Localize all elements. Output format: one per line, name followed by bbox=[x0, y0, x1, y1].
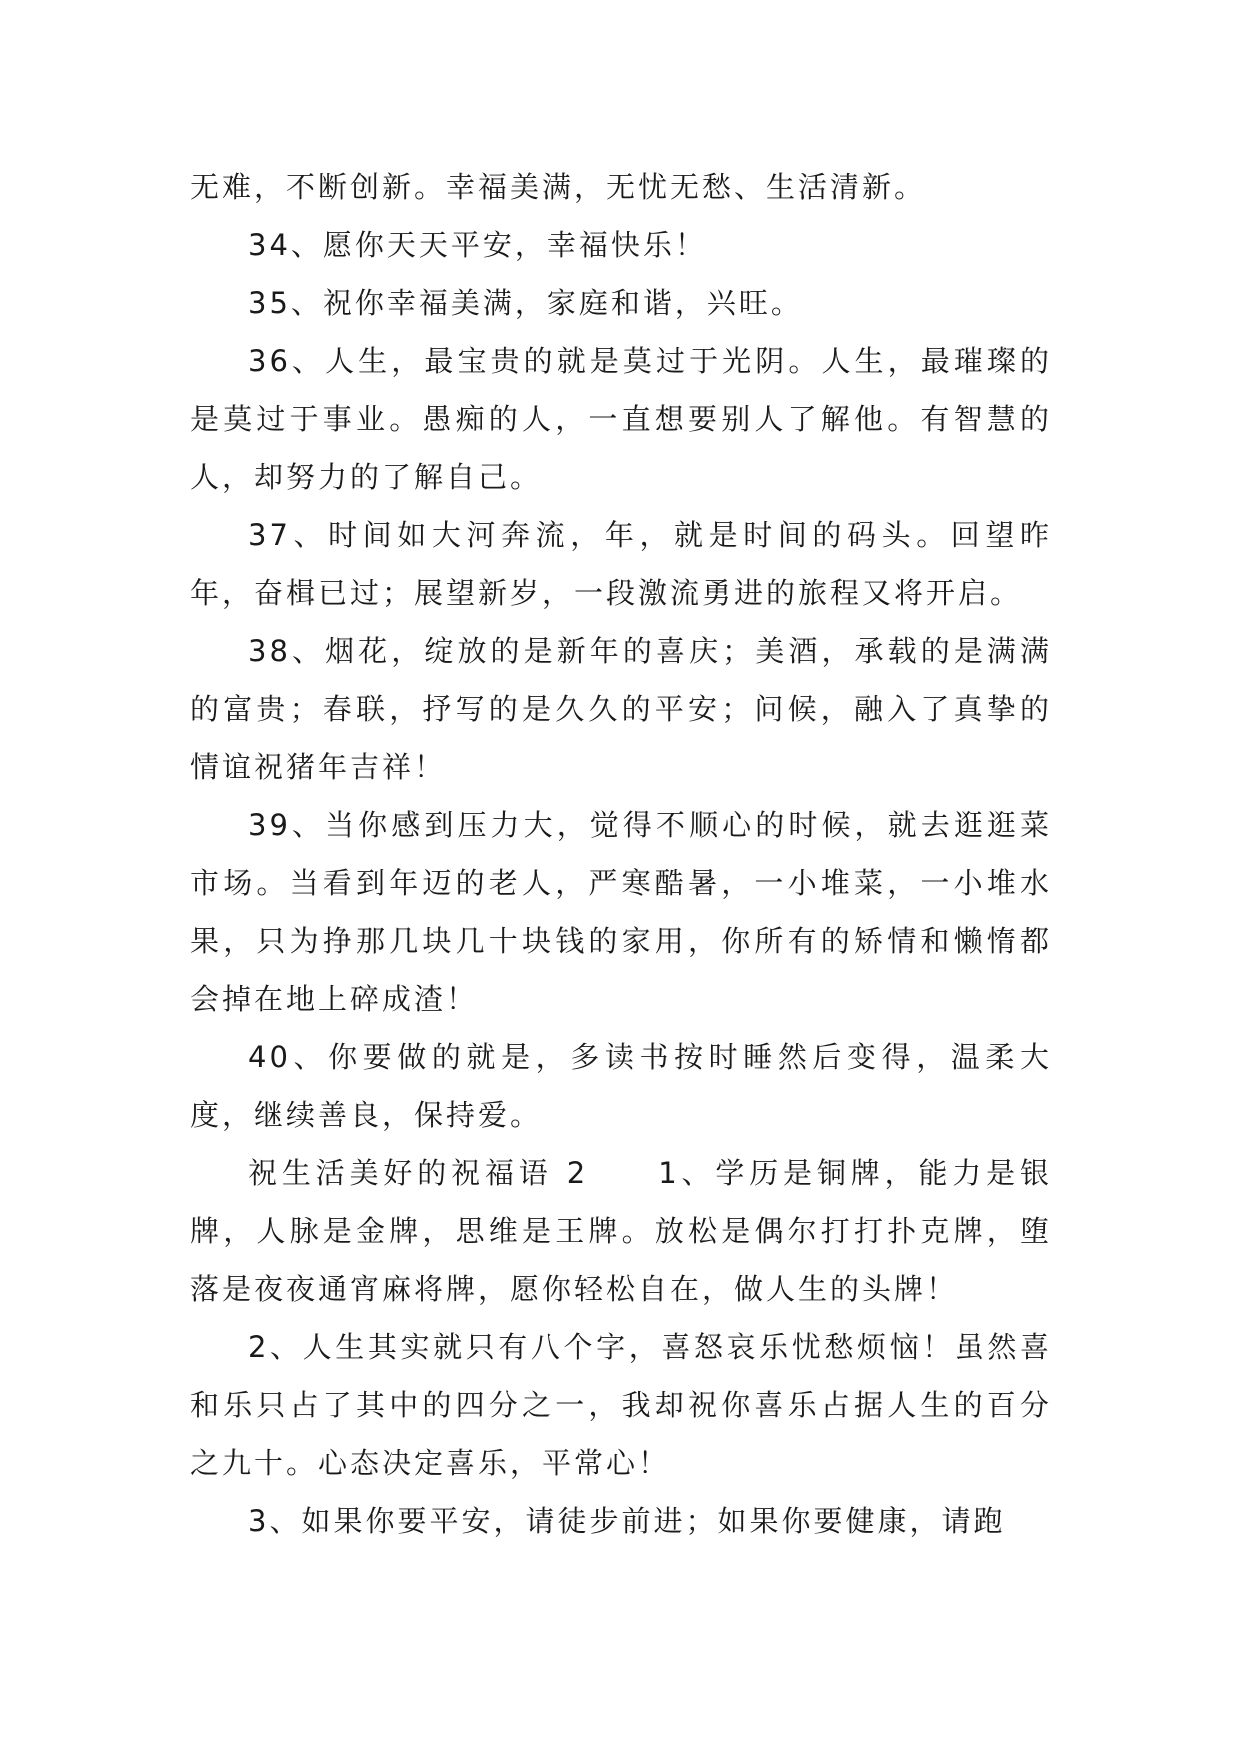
paragraph-item-35: 35、祝你幸福美满，家庭和谐，兴旺。 bbox=[248, 286, 803, 320]
paragraph-item-34: 34、愿你天天平安，幸福快乐！ bbox=[248, 228, 707, 262]
section-title: 祝生活美好的祝福语 2 bbox=[248, 1156, 589, 1190]
document-body bbox=[190, 158, 1052, 1550]
paragraph-item-36: 36、人生，最宝贵的就是莫过于光阴。人生，最璀璨的是莫过于事业。愚痴的人，一直想要别人了解他。有智慧的人，却努力的了解自己。 bbox=[190, 344, 1052, 494]
paragraph-item-3: 3、如果你要平安，请徒步前进；如果你要健康，请跑 bbox=[248, 1504, 1006, 1538]
section-heading-paragraph bbox=[190, 1144, 1052, 1318]
paragraph-item-40: 40、你要做的就是，多读书按时睡然后变得，温柔大度，继续善良，保持爱。 bbox=[190, 1040, 1052, 1132]
paragraph-item-38: 38、烟花，绽放的是新年的喜庆；美酒，承载的是满满的富贵；春联，抒写的是久久的平安；问候，融入了真挚的情谊祝猪年吉祥！ bbox=[190, 634, 1052, 784]
paragraph-item-37: 37、时间如大河奔流，年，就是时间的码头。回望昨年，奋楫已过；展望新岁，一段激流勇进的旅程又将开启。 bbox=[190, 518, 1052, 610]
paragraph-continued: 无难，不断创新。幸福美满，无忧无愁、生活清新。 bbox=[190, 170, 927, 204]
paragraph-item-1: 1、学历是铜牌，能力是银牌，人脉是金牌，思维是王牌。放松是偶尔打打扑克牌，堕落是夜夜通宵麻将牌，愿你轻松自在，做人生的头牌！ bbox=[190, 1156, 1053, 1306]
paragraph-item-39: 39、当你感到压力大，觉得不顺心的时候，就去逛逛菜市场。当看到年迈的老人，严寒酷暑，一小堆菜，一小堆水果，只为挣那几块几十块钱的家用，你所有的矫情和懒惰都会掉在地上碎成渣！ bbox=[190, 808, 1052, 1016]
paragraph-item-2: 2、人生其实就只有八个字，喜怒哀乐忧愁烦恼！虽然喜和乐只占了其中的四分之一，我却祝你喜乐占据人生的百分之九十。心态决定喜乐，平常心！ bbox=[190, 1330, 1052, 1480]
